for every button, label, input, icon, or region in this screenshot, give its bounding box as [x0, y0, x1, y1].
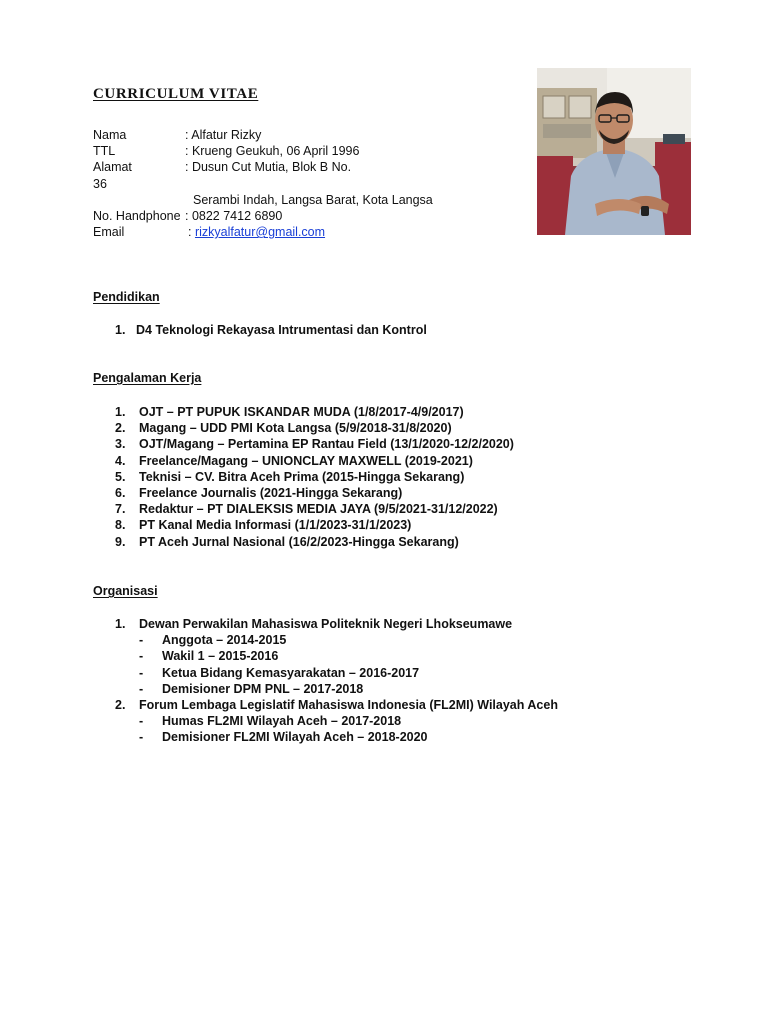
list-item-number: 2. — [115, 421, 126, 436]
list-item-text: Magang – UDD PMI Kota Langsa (5/9/2018-31/8/2020) — [139, 421, 452, 436]
list-item-text: PT Aceh Jurnal Nasional (16/2/2023-Hingga Sekarang) — [139, 534, 459, 549]
pendidikan-heading: Pendidikan — [93, 290, 160, 304]
list-item-text: OJT/Magang – Pertamina EP Rantau Field (13/1/2020-12/2/2020) — [139, 437, 514, 452]
list-item — [93, 404, 653, 420]
list-dash: - — [139, 649, 144, 664]
hp-value: : 0822 7412 6890 — [185, 208, 283, 223]
list-item-number: 9. — [115, 534, 126, 549]
nama-value: : Alfatur Rizky — [185, 128, 262, 142]
list-item-text: Freelance/Magang – UNIONCLAY MAXWELL (2019-2021) — [139, 453, 473, 468]
pengalaman-heading: Pengalaman Kerja — [93, 371, 202, 385]
personal-info — [93, 127, 523, 240]
list-item — [93, 616, 653, 632]
list-item — [93, 436, 653, 452]
sub-list-item-text: Humas FL2MI Wilayah Aceh – 2017-2018 — [162, 714, 402, 729]
nama-label: Nama — [93, 128, 127, 142]
list-item — [93, 517, 653, 533]
list-dash: - — [139, 665, 144, 680]
sub-list-item-text: Ketua Bidang Kemasyarakatan – 2016-2017 — [162, 665, 420, 680]
list-item — [93, 420, 653, 436]
list-dash: - — [139, 633, 144, 648]
sub-list-item-text: Demisioner FL2MI Wilayah Aceh – 2018-2020 — [162, 730, 428, 745]
sub-list-item — [93, 681, 653, 697]
info-row-nama — [93, 127, 523, 143]
email-value-wrap — [188, 224, 325, 240]
list-item-number: 4. — [115, 453, 126, 468]
list-dash: - — [139, 681, 144, 696]
sub-list-item — [93, 665, 653, 681]
info-row-hp — [93, 208, 523, 224]
alamat-line2: Serambi Indah, Langsa Barat, Kota Langsa — [193, 192, 433, 207]
list-dash: - — [139, 730, 144, 745]
sub-list-item — [93, 648, 653, 664]
sub-list-item — [93, 713, 653, 729]
hp-label: No. Handphone — [93, 208, 181, 223]
list-item-text: Redaktur – PT DIALEKSIS MEDIA JAYA (9/5/2021-31/12/2022) — [139, 502, 498, 517]
info-row-email — [93, 224, 523, 240]
sub-list-item-text: Demisioner DPM PNL – 2017-2018 — [162, 681, 364, 696]
list-item-number: 1. — [115, 405, 126, 419]
alamat-value: : Dusun Cut Mutia, Blok B No. — [185, 160, 352, 175]
info-row-ttl — [93, 143, 523, 159]
list-item-text: Forum Lembaga Legislatif Mahasiswa Indonesia (FL2MI) Wilayah Aceh — [139, 697, 558, 712]
list-item-number: 6. — [115, 485, 126, 500]
list-dash: - — [139, 714, 144, 729]
ttl-label: TTL — [93, 144, 116, 159]
sub-list-item-text: Wakil 1 – 2015-2016 — [162, 649, 279, 664]
email-link[interactable]: rizkyalfatur@gmail.com — [194, 225, 326, 240]
profile-photo — [537, 68, 691, 235]
list-item — [93, 501, 653, 517]
info-row-alamat — [93, 159, 523, 175]
alamat-label: Alamat — [93, 160, 132, 175]
organisasi-heading: Organisasi — [93, 584, 158, 598]
list-item — [93, 697, 653, 713]
pengalaman-list — [93, 404, 653, 550]
list-item-number: 2. — [115, 697, 126, 712]
ttl-value: : Krueng Geukuh, 06 April 1996 — [185, 144, 360, 159]
list-item-text: Dewan Perwakilan Mahasiswa Politeknik Negeri Lhokseumawe — [139, 617, 513, 631]
list-item-number: 3. — [115, 437, 126, 452]
list-item-text: Freelance Journalis (2021-Hingga Sekarang) — [139, 485, 403, 500]
list-item — [93, 534, 653, 550]
sub-list-item-text: Anggota – 2014-2015 — [162, 633, 287, 648]
pendidikan-list — [93, 322, 653, 338]
list-item-text: PT Kanal Media Informasi (1/1/2023-31/1/2023) — [139, 518, 412, 533]
sub-list-item — [93, 729, 653, 745]
email-colon: : — [188, 225, 192, 240]
info-row-alamat-line2 — [93, 192, 523, 208]
list-item-number: 1. — [115, 323, 126, 337]
list-item-number: 1. — [115, 617, 126, 631]
alamat-wrap: 36 — [93, 176, 107, 191]
list-item-number: 5. — [115, 469, 126, 484]
list-item — [93, 322, 653, 338]
list-item — [93, 453, 653, 469]
sub-list-item — [93, 632, 653, 648]
email-label: Email — [93, 225, 125, 240]
list-item-number: 7. — [115, 502, 126, 517]
list-item — [93, 485, 653, 501]
organisasi-list — [93, 616, 653, 746]
list-item-number: 8. — [115, 518, 126, 533]
list-item-text: D4 Teknologi Rekayasa Intrumentasi dan Kontrol — [136, 323, 427, 337]
list-item — [93, 469, 653, 485]
cv-title: CURRICULUM VITAE — [93, 86, 259, 102]
list-item-text: Teknisi – CV. Bitra Aceh Prima (2015-Hingga Sekarang) — [139, 469, 465, 484]
list-item-text: OJT – PT PUPUK ISKANDAR MUDA (1/8/2017-4/9/2017) — [139, 405, 464, 419]
info-row-alamat-wrap — [93, 176, 523, 192]
